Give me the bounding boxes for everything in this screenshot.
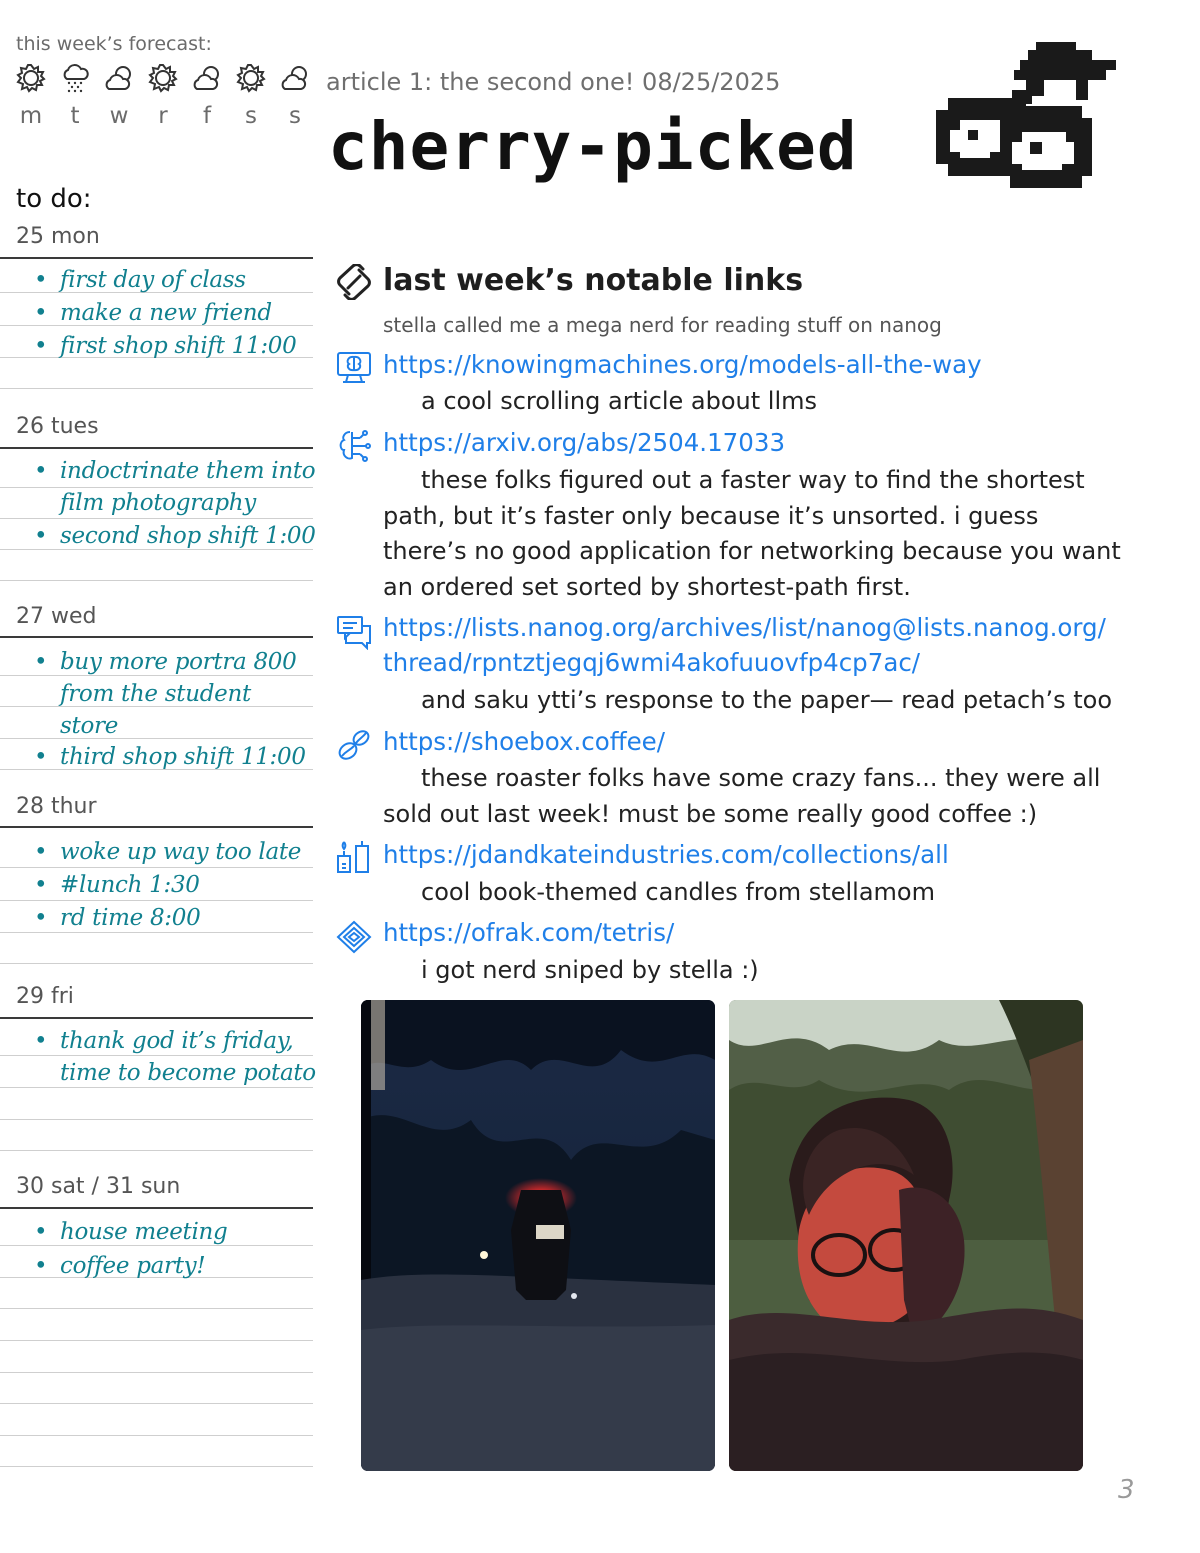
ruled-line bbox=[0, 1150, 313, 1151]
motorcycle-at-night-photo bbox=[361, 1000, 715, 1471]
forecast-label: this week’s forecast: bbox=[16, 33, 212, 55]
todo-item: • make a new friend bbox=[34, 300, 272, 326]
ruled-line bbox=[0, 963, 313, 964]
sun-icon bbox=[16, 63, 46, 93]
todo-day-heading: 29 fri bbox=[16, 984, 74, 1009]
todo-item: • house meeting bbox=[34, 1219, 228, 1245]
forecast-day-letter: w bbox=[109, 103, 129, 129]
link-description: a cool scrolling article about llms bbox=[421, 387, 817, 415]
neural-network-icon bbox=[336, 428, 372, 464]
links-heading: last week’s notable links bbox=[383, 263, 804, 298]
link-description: i got nerd sniped by stella :) bbox=[421, 956, 759, 984]
ruled-line bbox=[0, 1466, 313, 1467]
ruled-line bbox=[0, 1340, 313, 1341]
link-description: and saku ytti’s response to the paper— read petach’s too bbox=[421, 686, 1112, 714]
todo-item: • first shop shift 11:00 bbox=[34, 333, 297, 359]
paperclip-icon bbox=[336, 264, 372, 300]
divider bbox=[0, 257, 313, 259]
forecast-day-letter: r bbox=[158, 103, 168, 129]
link-description: these folks figured out a faster way to find the shortest path, but it’s faster only because it’s unsorted. i guess there’s no good application for networking because you want an ordered set sorted by shortest-path first. bbox=[383, 466, 1121, 601]
link-url[interactable]: https://shoebox.coffee/ bbox=[383, 727, 665, 756]
forecast-day-letter: t bbox=[70, 103, 80, 129]
article-line: article 1: the second one! 08/25/2025 bbox=[326, 68, 781, 96]
brain-computer-icon bbox=[336, 350, 372, 386]
links-subtitle: stella called me a mega nerd for reading stuff on nanog bbox=[383, 313, 942, 337]
ruled-line bbox=[0, 1403, 313, 1404]
ruled-line bbox=[0, 580, 313, 581]
link-description: these roaster folks have some crazy fans... they were all sold out last week! must be some really good coffee :) bbox=[383, 764, 1101, 828]
sun-icon bbox=[148, 63, 178, 93]
divider bbox=[0, 447, 313, 449]
todo-item: • #lunch 1:30 bbox=[34, 872, 200, 898]
link-url[interactable]: https://jdandkateindustries.com/collections/all bbox=[383, 840, 949, 869]
candles-icon bbox=[336, 838, 372, 874]
partly-cloudy-icon bbox=[192, 63, 222, 93]
todo-item: • indoctrinate them into film photography bbox=[34, 458, 316, 516]
forecast-day-letter: s bbox=[289, 103, 301, 129]
todo-item: • second shop shift 1:00 bbox=[34, 523, 316, 549]
stacked-layers-icon bbox=[336, 919, 372, 955]
todo-item: • coffee party! bbox=[34, 1253, 206, 1279]
ruled-line bbox=[0, 1308, 313, 1309]
divider bbox=[0, 826, 313, 828]
todo-item: • woke up way too late bbox=[34, 839, 302, 865]
sun-icon bbox=[236, 63, 266, 93]
todo-title: to do: bbox=[16, 184, 92, 214]
todo-item: • thank god it’s friday, time to become potato bbox=[34, 1028, 316, 1086]
chat-bubbles-icon bbox=[336, 614, 372, 650]
todo-item: • buy more portra 800 from the student store bbox=[34, 649, 297, 739]
forecast-day-letter: f bbox=[202, 103, 212, 129]
link-url[interactable]: https://knowingmachines.org/models-all-the-way bbox=[383, 350, 982, 379]
divider bbox=[0, 1207, 313, 1209]
todo-day-heading: 28 thur bbox=[16, 794, 97, 819]
rain-cloud-icon bbox=[60, 63, 90, 93]
todo-day-heading: 26 tues bbox=[16, 414, 99, 439]
todo-item: • rd time 8:00 bbox=[34, 905, 201, 931]
link-url[interactable]: https://arxiv.org/abs/2504.17033 bbox=[383, 428, 786, 457]
todo-day-heading: 25 mon bbox=[16, 224, 100, 249]
ruled-line bbox=[0, 388, 313, 389]
link-url[interactable]: https://lists.nanog.org/archives/list/nanog@lists.nanog.org/ bbox=[383, 613, 1106, 642]
todo-item: • third shop shift 11:00 bbox=[34, 744, 306, 770]
todo-day-heading: 27 wed bbox=[16, 604, 97, 629]
divider bbox=[0, 636, 313, 638]
forecast-day-letter: s bbox=[245, 103, 257, 129]
masthead-title: cherry-picked bbox=[328, 108, 858, 185]
ruled-line bbox=[0, 1435, 313, 1436]
ruled-line bbox=[0, 1119, 313, 1120]
partly-cloudy-icon bbox=[104, 63, 134, 93]
link-url-continued[interactable]: thread/rpntztjegqj6wmi4akofuuovfp4cp7ac/ bbox=[383, 648, 921, 677]
divider bbox=[0, 1017, 313, 1019]
coffee-beans-icon bbox=[336, 727, 372, 763]
ruled-line bbox=[0, 1372, 313, 1373]
link-url[interactable]: https://ofrak.com/tetris/ bbox=[383, 918, 675, 947]
link-description: cool book-themed candles from stellamom bbox=[421, 878, 935, 906]
pixel-cherry-logo-icon bbox=[926, 40, 1122, 192]
selfie-under-trees-photo bbox=[729, 1000, 1083, 1471]
forecast-day-letter: m bbox=[19, 103, 43, 129]
partly-cloudy-icon bbox=[280, 63, 310, 93]
todo-day-heading: 30 sat / 31 sun bbox=[16, 1174, 181, 1199]
todo-item: • first day of class bbox=[34, 267, 246, 293]
page-number: 3 bbox=[1118, 1475, 1135, 1505]
